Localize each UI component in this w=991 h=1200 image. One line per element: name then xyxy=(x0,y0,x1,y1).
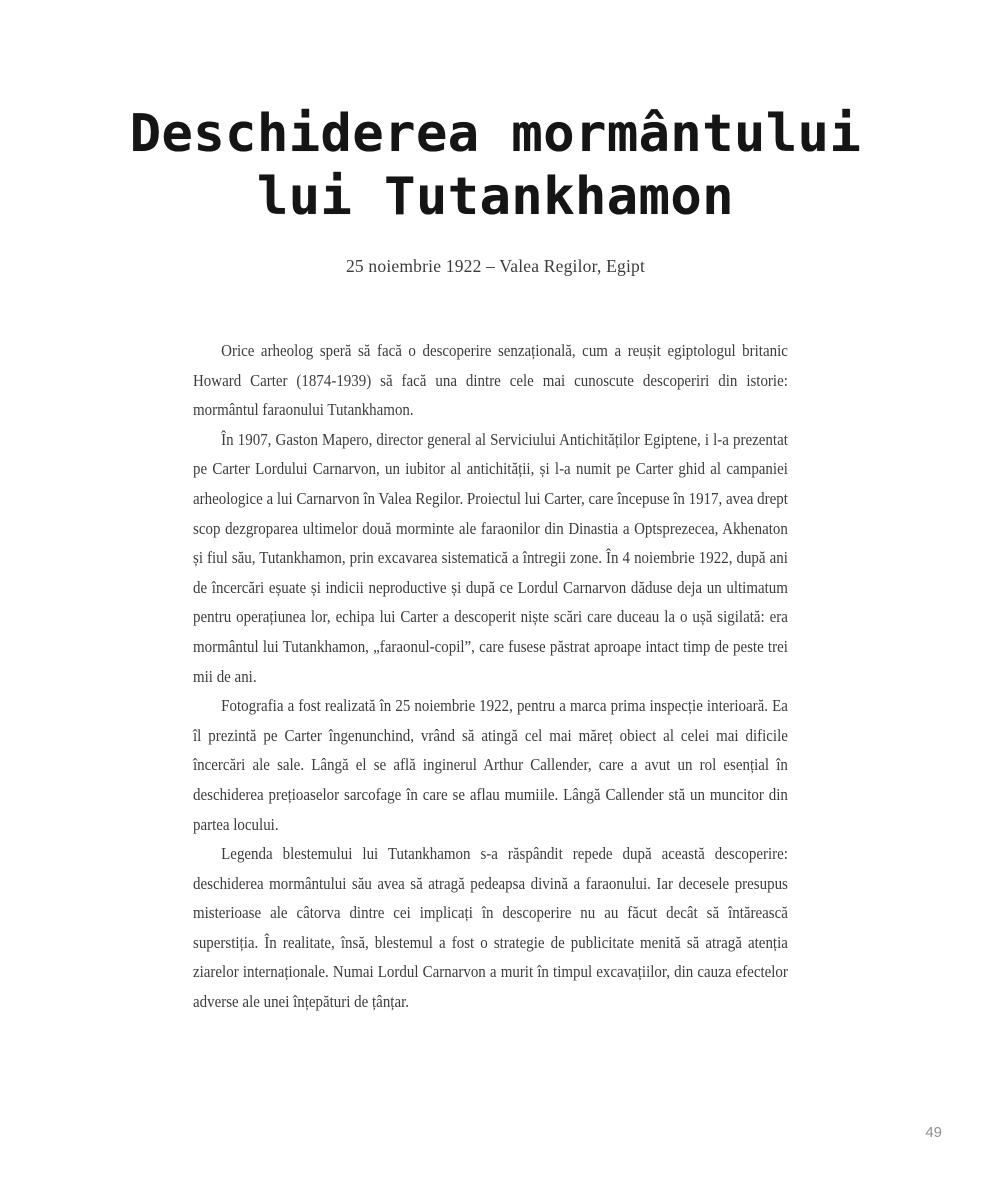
dateline: 25 noiembrie 1922 – Valea Regilor, Egipt xyxy=(345,256,646,276)
body-text xyxy=(193,336,788,1017)
page-title xyxy=(0,103,991,229)
chapter-title-block xyxy=(0,103,991,278)
paragraph-4: Legenda blestemului lui Tutankhamon s-a răspândit repede după această descoperire: deschiderea mormântului său avea să atragă pedeapsa divină a faraonului. Iar decesele presupus misterioase ale câtorva dintre cei implicați în descoperire nu au făcut decât să întărească superstiția. În realitate, însă, blestemul a fost o strategie de publicitate menită să atragă atenția ziarelor internaționale. Numai Lordul Carnarvon a murit în timpul excavațiilor, din cauza efectelor adverse ale unei înțepături de țânțar. xyxy=(193,844,788,1012)
title-line-1: Deschiderea mormântului xyxy=(129,104,862,164)
title-line-2: lui Tutankhamon xyxy=(256,167,735,227)
page-number: 49 xyxy=(925,1124,942,1141)
paragraph-1: Orice arheolog speră să facă o descoperire senzațională, cum a reușit egiptologul britanic Howard Carter (1874-1939) să facă una dintre cele mai cunoscute descoperiri din istorie: mormântul faraonului Tutankhamon. xyxy=(193,341,788,420)
paragraph-2: În 1907, Gaston Mapero, director general al Serviciului Antichităților Egiptene, i l-a prezentat pe Carter Lordului Carnarvon, un iubitor al antichității, și l-a numit pe Carter ghid al campaniei arheologice a lui Carnarvon în Valea Regilor. Proiectul lui Carter, care începuse în 1917, avea drept scop dezgroparea ultimelor două morminte ale faraonilor din Dinastia a Optsprezecea, Akhenaton și fiul său, Tutankhamon, prin excavarea sistematică a întregii zone. În 4 noiembrie 1922, după ani de încercări eșuate și indicii neproductive și după ce Lordul Carnarvon dăduse deja un ultimatum pentru operațiunea lor, echipa lui Carter a descoperit niște scări care duceau la o ușă sigilată: era mormântul lui Tutankhamon, „faraonul-copil”, care fusese păstrat aproape intact timp de peste trei mii de ani. xyxy=(193,429,788,686)
paragraph-3: Fotografia a fost realizată în 25 noiembrie 1922, pentru a marca prima inspecție interioară. Ea îl prezintă pe Carter îngenunchind, vrând să atingă cel mai măreț obiect al celei mai dificile încercări ale sale. Lângă el se află inginerul Arthur Callender, care a avut un rol esențial în deschiderea prețioaselor sarcofage în care se aflau mumiile. Lângă Callender stă un muncitor din partea locului. xyxy=(193,696,788,834)
